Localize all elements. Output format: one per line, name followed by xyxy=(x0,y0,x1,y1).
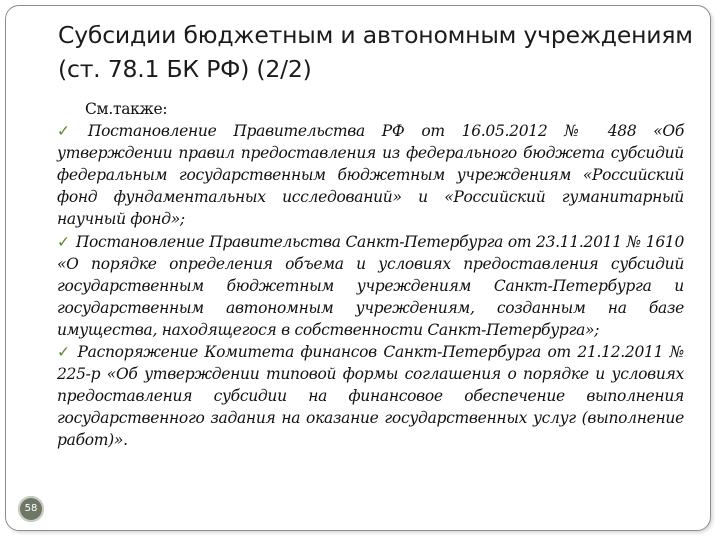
slide-body xyxy=(57,98,684,452)
see-also-label: См.также: xyxy=(85,100,168,118)
slide-title: Субсидии бюджетным и автономным учреждениям (ст. 78.1 БК РФ) (2/2) xyxy=(58,21,693,83)
list-item-text: Распоряжение Комитета финансов Санкт-Петербурга от 21.12.2011 № 225-р «Об утверждении типовой формы соглашения о порядке и условиях предоставления субсидии на финансовое обеспечение выполнения государственного задания на оказание государственных услуг (выполнение работ)». xyxy=(57,343,685,450)
list-item xyxy=(57,231,684,341)
list-item xyxy=(57,120,684,230)
list-item xyxy=(57,341,684,451)
page-number: 58 xyxy=(24,503,38,514)
checkmark-icon: ✓ xyxy=(57,232,70,251)
checkmark-icon: ✓ xyxy=(57,343,72,362)
page-number-badge xyxy=(18,496,44,522)
list-item-text: Постановление Правительства Санкт-Петербурга от 23.11.2011 № 1610 «О порядке определения объема и условиях предоставления субсидий государственным бюджетным учреждениям Санкт-Петербурга и государственным автономным учреждениям, созданным на базе имущества, находящегося в собственности Санкт-Петербурга»; xyxy=(57,232,685,339)
list-item-text: Постановление Правительства РФ от 16.05.2012 № 488 «Об утверждении правил предоставления из федерального бюджета субсидий федеральным государственным бюджетным учреждениям «Российский фонд фундаментальных исследований» и «Российский гуманитарный научный фонд»; xyxy=(57,122,684,229)
checkmark-icon: ✓ xyxy=(57,122,82,141)
